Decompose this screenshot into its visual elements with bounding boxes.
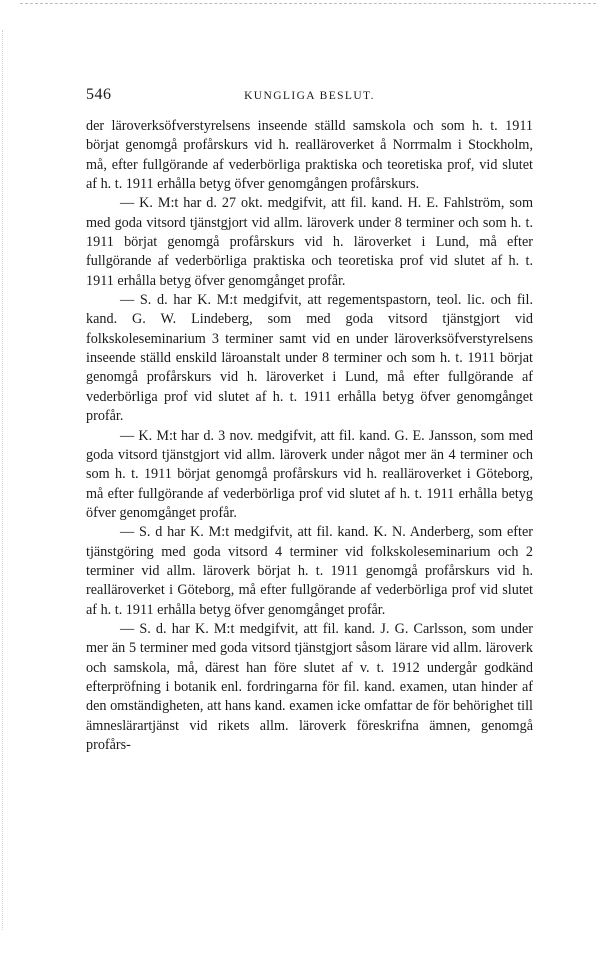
page-number: 546	[86, 86, 112, 103]
page-edge	[2, 30, 3, 930]
paragraph-anderberg: — S. d har K. M:t medgifvit, att fil. kand. K. N. Anderberg, som efter tjänstgöring med goda vitsord 4 terminer vid folkskoleseminarium och 2 terminer vid allm. läroverk börjat h. t. 1911 genomgå profårskurs vid h. realläroverket i Göteborg, må efter fullgörande af vederbörliga prof vid slutet af h. t. 1911 erhålla betyg öfver genomgånget profår.	[86, 524, 533, 618]
paragraph-jansson: — K. M:t har d. 3 nov. medgifvit, att fil. kand. G. E. Jansson, som med goda vitsord tjänstgjort vid allm. läroverk under något mer än 4 terminer och som h. t. 1911 börjat genomgå profårskurs vid h. realläroverket i Göteborg, må efter fullgörande af vederbörliga prof vid slutet af h. t. 1911 erhålla betyg öfver genomgånget profår.	[86, 427, 533, 521]
paragraph-carlsson: — S. d. har K. M:t medgifvit, att fil. kand. J. G. Carlsson, som under mer än 5 terminer med goda vitsord tjänstgjort såsom lärare vid allm. läroverk och samskola, må, därest han före slutet af v. t. 1912 undergår godkänd efterpröfning i botanik enl. fordringarna för fil. kand. examen, utan hinder af den omständigheten, att hans kand. examen icke omfattar de för behörighet till ämneslärartjänst vid rikets allm. läroverk föreskrifna ämnen, genomgå profårs-	[86, 620, 533, 753]
paragraph-continuation: der läroverksöfverstyrelsens inseende ställd samskola och som h. t. 1911 börjat genomgå profårskurs vid h. realläroverket å Norrmalm i Stockholm, må, efter fullgörande af vederbörliga praktiska och teoretiska prof, vid slutet af h. t. 1911 erhålla betyg öfver genomgången profårskurs.	[86, 118, 533, 193]
paragraph-fahlstrom: — K. M:t har d. 27 okt. medgifvit, att fil. kand. H. E. Fahlström, som med goda vitsord tjänstgjort vid allm. läroverk under 8 terminer och som h. t. 1911 börjat genomgå profårskurs vid h. läroverket i Lund, må efter fullgörande af vederbörliga praktiska och teoretiska prof vid slutet af h. t. 1911 erhålla betyg öfver genomgånget profår.	[86, 195, 533, 289]
paragraph-lindeberg: — S. d. har K. M:t medgifvit, att regementspastorn, teol. lic. och fil. kand. G. W. Lindeberg, som med goda vitsord tjänstgjort vid folkskoleseminarium 3 terminer samt vid en under läroverksöfverstyrelsens inseende ställd enskild läroanstalt under 8 terminer och som h. t. 1911 börjat genomgå profårskurs vid h. läroverket i Lund, må efter fullgörande af vederbörliga prof vid slutet af h. t. 1911 erhålla betyg öfver genomgånget profår.	[86, 292, 533, 425]
page-header	[86, 86, 533, 106]
top-edge-rule	[20, 3, 596, 4]
running-title: KUNGLIGA BESLUT.	[244, 90, 375, 102]
body-text	[86, 117, 533, 755]
